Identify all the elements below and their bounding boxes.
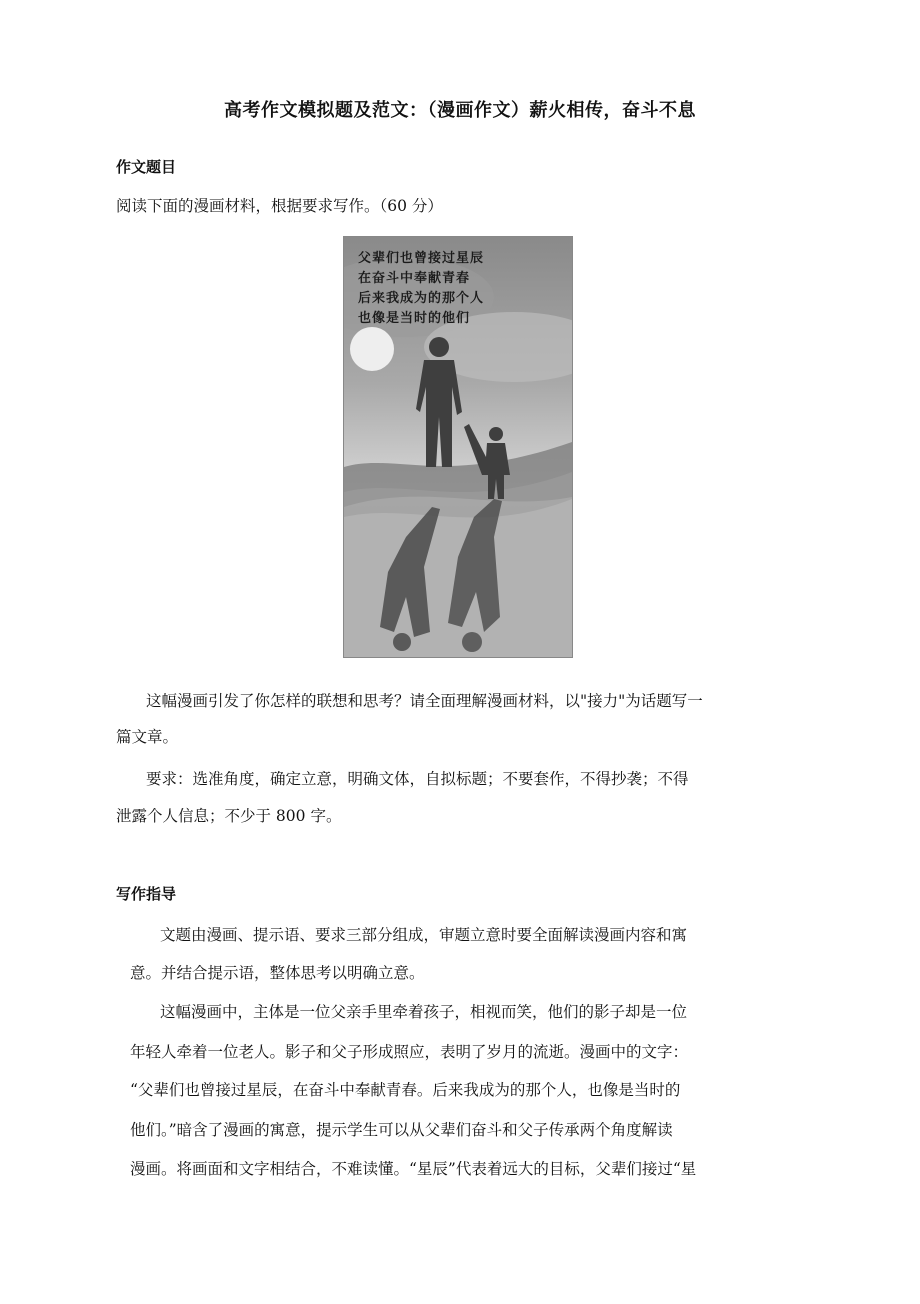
guidance-paragraph-line: 年轻人牵着一位老人。影子和父子形成照应，表明了岁月的流逝。漫画中的文字： — [130, 1043, 689, 1061]
comic-caption-line: 在奋斗中奉献青春 — [358, 271, 471, 286]
section-heading-guidance: 写作指导 — [116, 885, 177, 903]
guidance-paragraph-line: 这幅漫画中，主体是一位父亲手里牵着孩子，相视而笑，他们的影子却是一位 — [160, 1003, 688, 1021]
document-title: 高考作文模拟题及范文：（漫画作文）薪火相传，奋斗不息 — [224, 100, 696, 121]
comic-caption-line: 父辈们也曾接过星辰 — [358, 251, 485, 266]
guidance-paragraph-line: 意。并结合提示语，整体思考以明确立意。 — [130, 964, 425, 982]
requirements-line: 要求：选准角度，确定立意，明确文体，自拟标题；不要套作，不得抄袭；不得 — [146, 770, 689, 788]
question-paragraph-line: 这幅漫画引发了你怎样的联想和思考？请全面理解漫画材料，以"接力"为话题写一 — [146, 692, 703, 710]
guidance-paragraph-line: “父辈们也曾接过星辰，在奋斗中奉献青春。后来我成为的那个人，也像是当时的 — [130, 1081, 681, 1099]
requirements-line: 泄露个人信息；不少于 800 字。 — [116, 807, 342, 825]
question-paragraph-line: 篇文章。 — [116, 728, 179, 746]
comic-caption — [358, 249, 484, 329]
guidance-paragraph-line: 他们。”暗含了漫画的寓意，提示学生可以从父辈们奋斗和父子传承两个角度解读 — [130, 1121, 673, 1139]
prompt-text: 阅读下面的漫画材料，根据要求写作。（60 分） — [116, 197, 443, 215]
section-heading-topic: 作文题目 — [116, 158, 177, 176]
comic-illustration — [343, 236, 573, 658]
comic-caption-line: 后来我成为的那个人 — [358, 291, 485, 306]
guidance-paragraph-line: 漫画。将画面和文字相结合，不难读懂。“星辰”代表着远大的目标，父辈们接过“星 — [130, 1160, 697, 1178]
comic-caption-line: 也像是当时的他们 — [358, 311, 471, 326]
guidance-paragraph-line: 文题由漫画、提示语、要求三部分组成，审题立意时要全面解读漫画内容和寓 — [160, 926, 688, 944]
